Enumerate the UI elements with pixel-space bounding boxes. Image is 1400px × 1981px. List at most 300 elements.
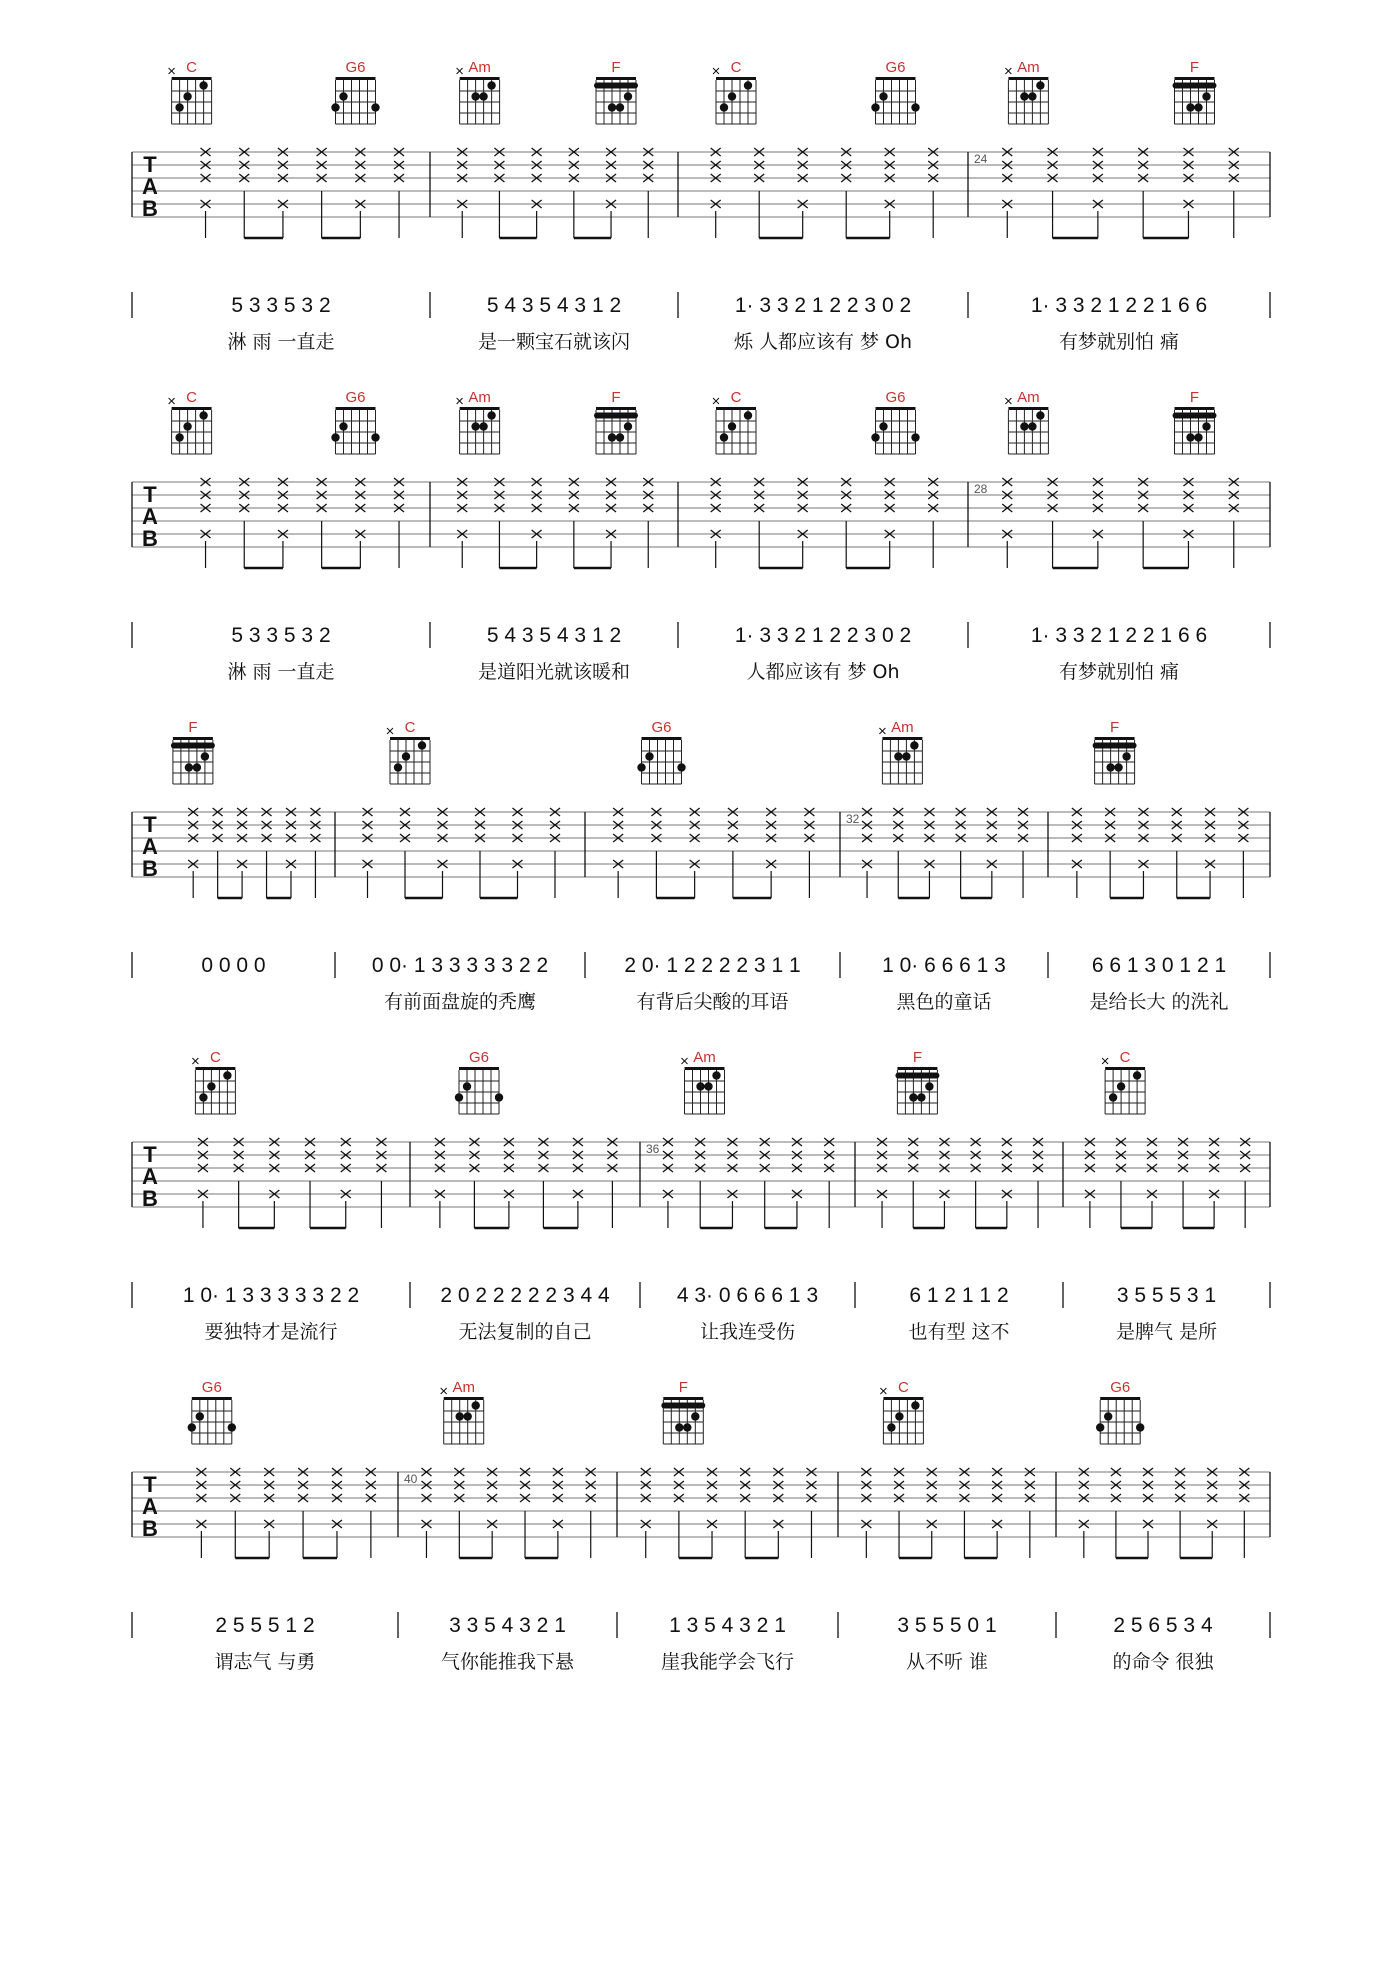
chord-dot bbox=[1202, 422, 1210, 430]
strum-column bbox=[987, 808, 997, 898]
chord-dot bbox=[487, 411, 495, 419]
measure bbox=[188, 1379, 376, 1673]
chord-dot bbox=[1194, 433, 1202, 441]
strum-column bbox=[959, 1468, 969, 1558]
strum-column bbox=[1048, 148, 1058, 238]
chord-diagram-g6 bbox=[1096, 1379, 1144, 1444]
chord-name: C bbox=[897, 1379, 909, 1396]
chord-dot bbox=[1122, 752, 1130, 760]
strum-column bbox=[711, 478, 721, 568]
strum-column bbox=[1085, 1138, 1095, 1228]
chord-nut bbox=[716, 407, 756, 410]
tab-clef-letter: A bbox=[142, 1494, 158, 1519]
tab-clef-letter: A bbox=[142, 834, 158, 859]
chord-dot bbox=[720, 103, 728, 111]
chord-dot bbox=[871, 103, 879, 111]
strum-column bbox=[355, 148, 365, 238]
chord-dot bbox=[645, 752, 653, 760]
chord-nut bbox=[192, 1397, 232, 1400]
strum-column bbox=[1175, 1468, 1185, 1558]
chord-dot bbox=[683, 1423, 691, 1431]
chord-dot bbox=[902, 752, 910, 760]
strum-column bbox=[798, 478, 808, 568]
strum-column bbox=[1138, 478, 1148, 568]
chord-dot bbox=[479, 92, 487, 100]
strum-column bbox=[494, 148, 504, 238]
chord-dot bbox=[911, 433, 919, 441]
chord-dot bbox=[371, 433, 379, 441]
strum-column bbox=[606, 478, 616, 568]
lyrics: 淋 雨 一直走 bbox=[227, 331, 335, 353]
chord-dot bbox=[704, 1082, 712, 1090]
strum-column bbox=[487, 1468, 497, 1558]
strum-column bbox=[1079, 1468, 1089, 1558]
chord-dot bbox=[911, 1401, 919, 1409]
chord-dot bbox=[487, 81, 495, 89]
chord-diagram-am bbox=[1005, 59, 1048, 124]
measure-number: 40 bbox=[404, 1472, 418, 1486]
measure bbox=[974, 389, 1239, 683]
strum-column bbox=[1025, 1468, 1035, 1558]
strum-column bbox=[806, 1468, 816, 1558]
chord-nut bbox=[642, 737, 682, 740]
chord-dot bbox=[917, 1093, 925, 1101]
strum-column bbox=[728, 808, 738, 898]
strum-column bbox=[1178, 1138, 1188, 1228]
strum-column bbox=[1240, 1138, 1250, 1228]
chord-dot bbox=[675, 1423, 683, 1431]
measure bbox=[711, 389, 939, 683]
chord-name: F bbox=[188, 719, 198, 736]
chord-barre bbox=[171, 743, 215, 749]
jianpu-notation: 3 5 5 5 3 1 bbox=[1116, 1284, 1217, 1307]
chord-mute-mark bbox=[441, 1388, 447, 1394]
chord-diagram-f bbox=[594, 59, 638, 124]
strum-column bbox=[663, 1138, 673, 1228]
chord-nut bbox=[1008, 407, 1048, 410]
chord-dot bbox=[193, 763, 201, 771]
strum-column bbox=[740, 1468, 750, 1558]
chord-dot bbox=[1186, 433, 1194, 441]
measure bbox=[641, 1379, 817, 1673]
strum-column bbox=[230, 1468, 240, 1558]
chord-diagram-f bbox=[594, 389, 638, 454]
tab-system bbox=[132, 389, 1270, 683]
chord-diagram-g6 bbox=[637, 719, 685, 784]
strum-column bbox=[239, 478, 249, 568]
chord-dot bbox=[894, 752, 902, 760]
chord-nut bbox=[195, 1067, 235, 1070]
chord-mute-mark bbox=[169, 398, 175, 404]
chord-name: F bbox=[1189, 59, 1200, 76]
chord-dot bbox=[339, 422, 347, 430]
strum-column bbox=[798, 148, 808, 238]
strum-column bbox=[1229, 478, 1239, 568]
measure-number: 28 bbox=[974, 482, 988, 496]
measure-number: 32 bbox=[846, 812, 860, 826]
chord-nut bbox=[444, 1397, 484, 1400]
chord-diagram-f bbox=[171, 719, 215, 784]
lyrics: 让我连受伤 bbox=[699, 1321, 796, 1343]
strum-column bbox=[841, 478, 851, 568]
jianpu-notation: 1· 3 3 2 1 2 2 3 0 2 bbox=[734, 294, 912, 317]
strum-column bbox=[1183, 148, 1193, 238]
chord-mute-mark bbox=[1102, 1058, 1108, 1064]
tab-clef-letter: T bbox=[143, 1472, 157, 1497]
chord-diagram-g6 bbox=[871, 389, 919, 454]
strum-column bbox=[457, 478, 467, 568]
chord-name: Am bbox=[468, 59, 491, 76]
measure bbox=[457, 389, 654, 683]
chord-dot bbox=[895, 1412, 903, 1420]
chord-dot bbox=[418, 741, 426, 749]
chord-name: C bbox=[209, 1049, 221, 1066]
measure bbox=[646, 1049, 834, 1343]
chord-dot bbox=[479, 422, 487, 430]
strum-column bbox=[862, 808, 872, 898]
strum-column bbox=[1072, 808, 1082, 898]
chord-diagram-c bbox=[169, 59, 212, 124]
chord-dot bbox=[1109, 1093, 1117, 1101]
jianpu-notation: 5 4 3 5 4 3 1 2 bbox=[486, 624, 622, 647]
chord-nut bbox=[1175, 407, 1215, 410]
chord-nut bbox=[876, 77, 916, 80]
measure bbox=[1072, 719, 1249, 1013]
strum-column bbox=[278, 148, 288, 238]
chord-dot bbox=[339, 92, 347, 100]
chord-dot bbox=[402, 752, 410, 760]
chord-name: Am bbox=[468, 389, 491, 406]
strum-column bbox=[754, 478, 764, 568]
chord-dot bbox=[185, 763, 193, 771]
chord-name: Am bbox=[1017, 59, 1040, 76]
strum-column bbox=[298, 1468, 308, 1558]
strum-column bbox=[841, 148, 851, 238]
strum-column bbox=[586, 1468, 596, 1558]
strum-column bbox=[1002, 478, 1012, 568]
chord-dot bbox=[911, 103, 919, 111]
strum-column bbox=[438, 808, 448, 898]
jianpu-notation: 2 0· 1 2 2 2 2 3 1 1 bbox=[624, 954, 801, 977]
tab-clef-letter: A bbox=[142, 1164, 158, 1189]
strum-column bbox=[695, 1138, 705, 1228]
chord-dot bbox=[728, 422, 736, 430]
chord-mute-mark bbox=[682, 1058, 688, 1064]
tab-clef-letter: B bbox=[142, 1516, 158, 1541]
chord-dot bbox=[910, 741, 918, 749]
strum-column bbox=[1105, 808, 1115, 898]
chord-name: F bbox=[1189, 389, 1200, 406]
strum-column bbox=[804, 808, 814, 898]
chord-diagram-f bbox=[1173, 389, 1217, 454]
chord-dot bbox=[207, 1082, 215, 1090]
tab-system bbox=[132, 719, 1270, 1013]
strum-column bbox=[607, 1138, 617, 1228]
chord-barre bbox=[895, 1073, 939, 1079]
strum-column bbox=[894, 1468, 904, 1558]
chord-dot bbox=[728, 92, 736, 100]
strum-column bbox=[992, 1468, 1002, 1558]
chord-diagram-am bbox=[1005, 389, 1048, 454]
strum-column bbox=[1138, 808, 1148, 898]
measure-number: 24 bbox=[974, 152, 988, 166]
chord-nut bbox=[897, 1067, 937, 1070]
chord-nut bbox=[460, 77, 500, 80]
strum-column bbox=[1147, 1138, 1157, 1228]
chord-name: C bbox=[186, 389, 198, 406]
chord-nut bbox=[883, 1397, 923, 1400]
lyrics: 是脾气 是所 bbox=[1115, 1321, 1218, 1343]
strum-column bbox=[435, 1138, 445, 1228]
lyrics: 也有型 这不 bbox=[908, 1321, 1010, 1343]
strum-column bbox=[494, 478, 504, 568]
strum-column bbox=[237, 808, 247, 898]
measure bbox=[877, 1049, 1043, 1343]
chord-dot bbox=[1096, 1423, 1104, 1431]
strum-column bbox=[1002, 1138, 1012, 1228]
chord-dot bbox=[1028, 422, 1036, 430]
strum-column bbox=[532, 478, 542, 568]
chord-dot bbox=[1036, 411, 1044, 419]
chord-dot bbox=[199, 411, 207, 419]
strum-column bbox=[264, 1468, 274, 1558]
jianpu-notation: 5 4 3 5 4 3 1 2 bbox=[486, 294, 622, 317]
chord-name: G6 bbox=[885, 59, 906, 76]
strum-column bbox=[792, 1138, 802, 1228]
chord-dot bbox=[183, 92, 191, 100]
chord-dot bbox=[199, 1093, 207, 1101]
strum-column bbox=[317, 478, 327, 568]
chord-dot bbox=[371, 103, 379, 111]
tab-system bbox=[132, 1379, 1270, 1673]
chord-dot bbox=[1114, 763, 1122, 771]
strum-column bbox=[641, 1468, 651, 1558]
chord-dot bbox=[624, 92, 632, 100]
strum-column bbox=[760, 1138, 770, 1228]
strum-column bbox=[1239, 1468, 1249, 1558]
strum-column bbox=[754, 148, 764, 238]
chord-diagram-c bbox=[192, 1049, 235, 1114]
strum-column bbox=[363, 808, 373, 898]
chord-nut bbox=[390, 737, 430, 740]
lyrics: 人都应该有 梦 Oh bbox=[746, 661, 900, 683]
strum-column bbox=[394, 478, 404, 568]
chord-dot bbox=[696, 1082, 704, 1090]
tab-clef-letter: T bbox=[143, 812, 157, 837]
lyrics: 有背后尖酸的耳语 bbox=[636, 991, 789, 1013]
chord-dot bbox=[871, 433, 879, 441]
chord-dot bbox=[175, 103, 183, 111]
chord-dot bbox=[175, 433, 183, 441]
strum-column bbox=[469, 1138, 479, 1228]
chord-dot bbox=[456, 1412, 464, 1420]
strum-column bbox=[366, 1468, 376, 1558]
chord-barre bbox=[594, 413, 638, 419]
measure bbox=[613, 719, 814, 1013]
jianpu-notation: 6 6 1 3 0 1 2 1 bbox=[1091, 954, 1227, 977]
strum-column bbox=[939, 1138, 949, 1228]
chord-name: G6 bbox=[345, 59, 366, 76]
chord-mute-mark bbox=[879, 728, 885, 734]
jianpu-notation: 6 1 2 1 1 2 bbox=[909, 1284, 1009, 1307]
strum-column bbox=[400, 808, 410, 898]
strum-column bbox=[196, 1468, 206, 1558]
jianpu-notation: 1· 3 3 2 1 2 2 1 6 6 bbox=[1030, 624, 1208, 647]
chord-dot bbox=[394, 763, 402, 771]
strum-column bbox=[766, 808, 776, 898]
chord-dot bbox=[464, 1412, 472, 1420]
chord-diagram-am bbox=[457, 389, 500, 454]
strum-column bbox=[188, 808, 198, 898]
tab-clef-letter: T bbox=[143, 482, 157, 507]
chord-dot bbox=[1020, 92, 1028, 100]
jianpu-notation: 2 5 6 5 3 4 bbox=[1113, 1614, 1213, 1637]
measure bbox=[363, 719, 561, 1013]
jianpu-notation: 1· 3 3 2 1 2 2 3 0 2 bbox=[734, 624, 912, 647]
chord-name: G6 bbox=[651, 719, 672, 736]
chord-diagram-c bbox=[713, 389, 756, 454]
strum-column bbox=[532, 148, 542, 238]
measure bbox=[861, 1379, 1034, 1673]
strum-column bbox=[1018, 808, 1028, 898]
strum-column bbox=[1093, 148, 1103, 238]
chord-dot bbox=[677, 763, 685, 771]
chord-dot bbox=[1020, 422, 1028, 430]
chord-dot bbox=[331, 433, 339, 441]
chord-mute-mark bbox=[880, 1388, 886, 1394]
jianpu-notation: 2 5 5 5 1 2 bbox=[215, 1614, 315, 1637]
chord-diagram-g6 bbox=[331, 59, 379, 124]
chord-dot bbox=[879, 92, 887, 100]
strum-column bbox=[332, 1468, 342, 1558]
lyrics: 的命令 很独 bbox=[1112, 1651, 1214, 1673]
strum-column bbox=[198, 1138, 208, 1228]
strum-column bbox=[606, 148, 616, 238]
chord-dot bbox=[887, 1423, 895, 1431]
measure bbox=[183, 1049, 387, 1343]
chord-dot bbox=[608, 433, 616, 441]
chord-name: G6 bbox=[201, 1379, 222, 1396]
strum-column bbox=[927, 1468, 937, 1558]
chord-name: F bbox=[611, 59, 621, 76]
jianpu-notation: 1· 3 3 2 1 2 2 1 6 6 bbox=[1030, 294, 1208, 317]
strum-column bbox=[928, 478, 938, 568]
chord-mute-mark bbox=[713, 398, 719, 404]
lyrics: 崖我能学会飞行 bbox=[660, 1651, 795, 1673]
strum-column bbox=[727, 1138, 737, 1228]
chord-mute-mark bbox=[457, 68, 463, 74]
chord-dot bbox=[637, 763, 645, 771]
chord-name: G6 bbox=[345, 389, 366, 406]
tab-clef-letter: B bbox=[142, 856, 158, 881]
lyrics: 谓志气 与勇 bbox=[214, 1651, 316, 1673]
strum-column bbox=[773, 1468, 783, 1558]
chord-name: G6 bbox=[468, 1049, 490, 1066]
strum-column bbox=[1093, 478, 1103, 568]
chord-diagram-c bbox=[169, 389, 212, 454]
chord-dot bbox=[1133, 1071, 1141, 1079]
chord-name: F bbox=[912, 1049, 922, 1066]
measure bbox=[846, 719, 1028, 1013]
measure bbox=[1079, 1379, 1250, 1673]
tab-clef-letter: A bbox=[142, 174, 158, 199]
strum-column bbox=[513, 808, 523, 898]
strum-column bbox=[1048, 478, 1058, 568]
measure bbox=[171, 719, 321, 977]
chord-dot bbox=[1117, 1082, 1125, 1090]
chord-dot bbox=[471, 92, 479, 100]
chord-name: G6 bbox=[885, 389, 906, 406]
strum-column bbox=[234, 1138, 244, 1228]
strum-column bbox=[262, 808, 272, 898]
strum-column bbox=[956, 808, 966, 898]
measure bbox=[169, 389, 404, 683]
strum-column bbox=[475, 808, 485, 898]
chord-dot bbox=[199, 81, 207, 89]
strum-column bbox=[201, 478, 211, 568]
strum-column bbox=[643, 148, 653, 238]
chord-nut bbox=[459, 1067, 499, 1070]
lyrics: 气你能推我下悬 bbox=[440, 1651, 575, 1673]
jianpu-notation: 2 0 2 2 2 2 2 3 4 4 bbox=[440, 1284, 610, 1307]
chord-dot bbox=[925, 1082, 933, 1090]
strum-column bbox=[213, 808, 223, 898]
chord-name: F bbox=[1110, 719, 1120, 736]
chord-diagram-f bbox=[895, 1049, 939, 1114]
measure bbox=[457, 59, 654, 353]
chord-dot bbox=[1028, 92, 1036, 100]
lyrics: 烁 人都应该有 梦 Oh bbox=[733, 331, 913, 353]
chord-barre bbox=[1173, 413, 1217, 419]
chord-dot bbox=[608, 103, 616, 111]
tab-clef-letter: A bbox=[142, 504, 158, 529]
lyrics: 无法复制的自己 bbox=[458, 1321, 592, 1343]
strum-column bbox=[885, 148, 895, 238]
tab-clef-letter: B bbox=[142, 1186, 158, 1211]
strum-column bbox=[310, 808, 320, 898]
chord-diagram-c bbox=[713, 59, 756, 124]
chord-dot bbox=[712, 1071, 720, 1079]
chord-dot bbox=[223, 1071, 231, 1079]
strum-column bbox=[928, 148, 938, 238]
jianpu-notation: 0 0· 1 3 3 3 3 3 2 2 bbox=[371, 954, 549, 977]
chord-dot bbox=[331, 103, 339, 111]
chord-dot bbox=[472, 1401, 480, 1409]
strum-column bbox=[454, 1468, 464, 1558]
chord-nut bbox=[1100, 1397, 1140, 1400]
strum-column bbox=[286, 808, 296, 898]
lyrics: 从不听 谁 bbox=[905, 1651, 989, 1673]
chord-mute-mark bbox=[387, 728, 393, 734]
measure bbox=[404, 1379, 596, 1673]
jianpu-notation: 1 3 5 4 3 2 1 bbox=[669, 1614, 786, 1637]
chord-diagram-g6 bbox=[188, 1379, 236, 1444]
strum-column bbox=[1207, 1468, 1217, 1558]
strum-column bbox=[674, 1468, 684, 1558]
chord-dot bbox=[1186, 103, 1194, 111]
strum-column bbox=[1238, 808, 1248, 898]
strum-column bbox=[317, 148, 327, 238]
chord-barre bbox=[1093, 743, 1137, 749]
chord-dot bbox=[463, 1082, 471, 1090]
jianpu-notation: 1 0· 1 3 3 3 3 3 2 2 bbox=[182, 1284, 360, 1307]
chord-dot bbox=[1104, 1412, 1112, 1420]
chord-nut bbox=[685, 1067, 725, 1070]
strum-column bbox=[1033, 1138, 1043, 1228]
chord-dot bbox=[624, 422, 632, 430]
chord-diagram-am bbox=[457, 59, 500, 124]
chord-barre bbox=[1173, 83, 1217, 89]
